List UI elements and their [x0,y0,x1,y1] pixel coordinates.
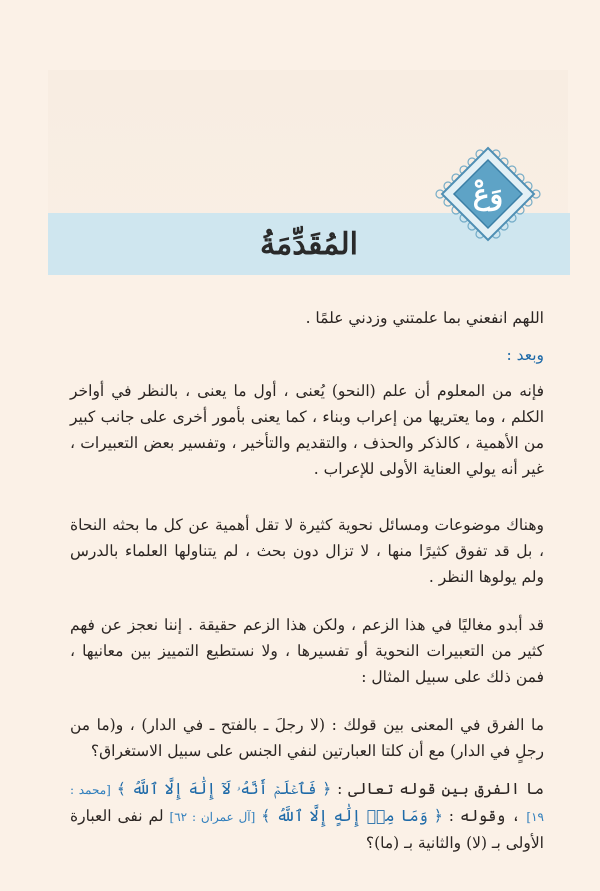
paragraph-text: فإنه من المعلوم أن علم (النحو) يُعنى ، أول ما يعنى ، بالنظر في أواخر الكلم ، وما يعتريها من إعراب وبناء ، كما يعنى بأمور أخرى على جانب كبير من الأهمية ، كالذكر والحذف ، والتقديم والتأخير ، وتفسير بعض التعبيرات ، غير أنه يولي العناية الأولى للإعراب . [70,382,544,478]
question-lead: ما الفرق بين قوله تعالى : [331,780,544,798]
quran-verse-1: ﴿ فَٱعۡلَمۡ أَنَّهُۥ لَآ إِلَٰهَ إِلَّا ٱللَّهُ ﴾ [116,780,332,798]
prayer-text: اللهم انفعني بما علمتني وزدني علمًا . [305,309,544,327]
quran-verse-2: ﴿ وَمَا مِنۡ إِلَٰهٍ إِلَّا ٱللَّهُ ﴾ [261,807,443,825]
prayer-line [70,305,544,331]
wa-baad-label: وبعد : [506,346,544,364]
question-tail: لم نفى العبارة الأولى بـ (لا) والثانية بـ (ما)؟ [70,807,544,852]
paragraph-text: قد أبدو مغاليًا في هذا الزعم ، ولكن هذا الزعم حقيقة . إننا نعجز عن فهم كثير من التعبيرات النحوية أو تفسيرها ، ولا نستطيع التمييز بين معانيها ، فمن ذلك على سبيل المثال : [70,616,544,686]
paragraph-5 [70,776,544,856]
paragraph-2 [70,512,544,590]
paragraph-text: وهناك موضوعات ومسائل نحوية كثيرة لا تقل أهمية عن كل ما بحثه النحاة ، بل قد تفوق كثيرًا منها ، لا تزال دون بحث ، لم يتناولها العلماء بالدرس ولم يولوها النظر . [70,516,544,586]
chapter-title: المُقَدِّمَةُ [260,226,358,262]
paragraph-4 [70,712,544,764]
paragraph-3 [70,612,544,690]
verse-reference-2: [آل عمران : ٦٢] [169,810,256,824]
verse-reference-1: [محمد : ١٩] [70,783,544,824]
paragraph-text: ما الفرق في المعنى بين قولك : (لا رجلَ ـ بالفتح ـ في الدار) ، و(ما من رجلٍ في الدار) مع أن كلتا العبارتين لنفي الجنس على سبيل الاستغراق؟ [70,716,544,760]
ornament-diamond-icon [418,142,558,252]
ornament-letter: وَعْ [472,177,504,211]
paragraph-text [70,776,544,856]
question-mid: ، وقوله : [442,807,527,825]
wa-baad-line [70,342,544,368]
paragraph-1 [70,378,544,482]
